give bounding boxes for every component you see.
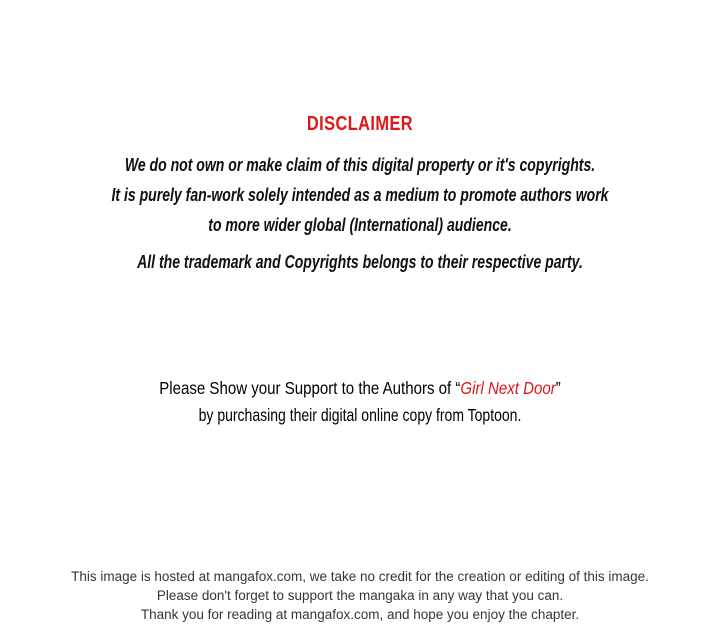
book-title: Girl Next Door bbox=[460, 378, 556, 398]
disclaimer-line-2: It is purely fan-work solely intended as a medium to promote authors work bbox=[111, 185, 609, 205]
disclaimer-line-4: All the trademark and Copyrights belongs to their respective party. bbox=[137, 252, 583, 272]
support-line-2: by purchasing their digital online copy from Toptoon. bbox=[198, 405, 522, 425]
support-line-1 bbox=[50, 378, 669, 399]
disclaimer-title: DISCLAIMER bbox=[306, 113, 414, 135]
footer-support-line: Please don't forget to support the mangaka in any way that you can. bbox=[156, 588, 564, 603]
support-line-1-suffix: ” bbox=[555, 378, 561, 398]
disclaimer-line-1: We do not own or make claim of this digital property or it's copyrights. bbox=[124, 155, 596, 175]
disclaimer-line-3: to more wider global (International) audience. bbox=[208, 215, 512, 235]
footer-thanks-line: Thank you for reading at mangafox.com, and hope you enjoy the chapter. bbox=[140, 607, 580, 622]
support-line-1-prefix: Please Show your Support to the Authors of “ bbox=[159, 378, 461, 398]
footer-hosted-line: This image is hosted at mangafox.com, we take no credit for the creation or editing of this image. bbox=[71, 569, 649, 584]
